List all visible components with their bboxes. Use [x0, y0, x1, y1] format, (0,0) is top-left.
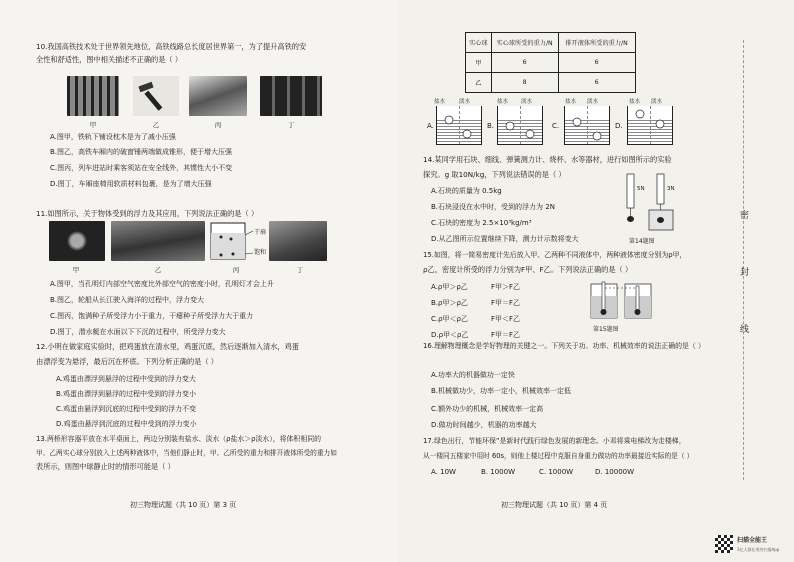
left-page-footer: 初三物理试题（共 10 页）第 3 页 — [130, 501, 237, 509]
q11-caption-b: 乙 — [154, 266, 162, 274]
beaker-b-brine-label: 盐水 — [497, 99, 509, 105]
sky-lantern-image — [49, 221, 105, 261]
rail-track-image — [67, 76, 119, 116]
q11-option-d: D.图丁，潜水艇在水面以下下沉的过程中，所受浮力变大 — [50, 328, 226, 336]
q11-label-dry: 干扇 — [254, 229, 267, 236]
q14-reading-a: 5N — [637, 186, 645, 192]
q17-option-d: D. 10000W — [595, 468, 635, 476]
right-page-footer: 初三物理试题（共 10 页）第 4 页 — [501, 501, 608, 509]
qr-code-icon — [715, 535, 733, 553]
q17-stem-line1: 17.绿色出行，节能环保”是新时代践行绿色发展的新理念。小邓将乘电梯改为走楼梯， — [423, 437, 686, 445]
beaker-option-a — [436, 106, 482, 145]
q15-option-a-force: F甲＞F乙 — [491, 283, 521, 291]
beaker-d-brine-label: 盐水 — [629, 99, 641, 105]
q17-option-a: A. 10W — [431, 468, 456, 476]
q16-option-b: B.机械做功少，功率一定小，机械效率一定低 — [431, 387, 572, 395]
q15-option-b-force: F甲＝F乙 — [491, 299, 521, 307]
q15-option-d-rho: D.ρ甲＜ρ乙 — [431, 331, 469, 339]
q12-option-a: A.鸡蛋由漂浮到悬浮的过程中受到的浮力变大 — [56, 375, 196, 383]
q11-option-a: A.图甲，当孔明灯内部空气密度比外部空气的密度小时，孔明灯才会上升 — [50, 280, 274, 288]
q10-option-c: C.图丙，列车进站时乘客须站在安全线外，其惯性大小不变 — [50, 164, 233, 172]
q13-stem-line3: 表所示，则图中球静止时的情形可能是（ ） — [36, 462, 175, 471]
q10-stem-line2: 全性和舒适性，图中相关描述不正确的是（ ） — [36, 55, 183, 64]
binding-mark-3: 线 — [740, 325, 750, 335]
scanner-subtitle: 3亿人都在用的扫描App — [737, 547, 780, 552]
q11-option-c: C.图丙，饱满种子所受浮力小于重力，干瘪种子所受浮力大于重力 — [50, 312, 254, 320]
q13-stem-line1: 13.两桥形容器平放在水平桌面上，两边分别装有盐水、淡水（ρ盐水＞ρ淡水），将体积相同的 — [36, 435, 321, 443]
beaker-a-fresh-label: 淡水 — [459, 99, 471, 105]
table-row — [466, 53, 636, 73]
q15-stem-line1: 15.如图，将一简易密度计先后放入甲、乙两种不同液体中，两种液体密度分别为ρ甲， — [423, 251, 687, 259]
q10-option-d: D.图丁，车厢座椅用软质材料包裹，是为了增大压强 — [50, 180, 212, 188]
q16-stem: 16.理解物理概念是学好物理的关键之一。下列关于功、功率、机械效率的说法正确的是（ ） — [423, 342, 705, 350]
safety-hammer-image — [133, 76, 179, 116]
beaker-option-b — [497, 106, 543, 145]
q14-spring-scale-figure — [621, 172, 691, 240]
q10-option-a: A.图甲，铁轨下铺设枕木是为了减小压强 — [50, 133, 176, 141]
q14-option-d: D.从乙图所示位置继续下降，测力计示数将变大 — [431, 235, 579, 243]
q14-option-a: A.石块的质量为 0.5kg — [431, 187, 502, 195]
scanner-name: 扫描全能王 — [737, 537, 768, 544]
table-cell: 乙 — [466, 73, 492, 93]
q10-caption-b: 乙 — [152, 121, 160, 129]
q15-figure-caption: 第15题图 — [593, 326, 619, 333]
q15-option-a-rho: A.ρ甲＞ρ乙 — [431, 283, 468, 291]
q11-stem: 11.如图所示，关于物体受到的浮力及其应用，下列说法正确的是（ ） — [36, 209, 259, 218]
q15-option-d-force: F甲＝F乙 — [491, 331, 521, 339]
q12-option-b: B.鸡蛋由漂浮到悬浮的过程中受到的浮力变小 — [56, 390, 197, 398]
q14-reading-b: 3N — [667, 186, 675, 192]
q14-figure-caption: 第14题图 — [629, 238, 655, 245]
q13-data-table — [465, 32, 636, 93]
q11-label-full: 饱和 — [254, 249, 267, 256]
q14-option-c: C.石块的密度为 2.5×10³kg/m³ — [431, 219, 532, 227]
beaker-b-fresh-label: 淡水 — [521, 99, 533, 105]
q12-stem-line2: 由漂浮变为悬浮，最后沉在杯底。下列分析正确的是（ ） — [36, 357, 218, 366]
table-row — [466, 73, 636, 93]
q16-option-a: A.功率大的机器做功一定快 — [431, 371, 515, 379]
table-cell: 8 — [491, 73, 558, 93]
table-header-row — [466, 33, 636, 53]
q12-option-c: C.鸡蛋由悬浮到沉底的过程中受到的浮力不变 — [56, 405, 197, 413]
table-header: 实心球 — [466, 33, 492, 53]
binding-mark-1: 密 — [740, 211, 750, 221]
q15-hydrometer-figure — [587, 280, 657, 324]
q15-option-c-force: F甲＜F乙 — [491, 315, 521, 323]
q15-stem-line2: ρ乙，密度计所受的浮力分别为F甲、F乙。下列说法正确的是（ ） — [423, 265, 633, 274]
q11-option-b: B.图乙，轮船从长江驶入海洋的过程中，浮力变大 — [50, 296, 205, 304]
q10-stem-line1: 10.我国高铁技术处于世界领先地位，高铁线路总长度居世界第一，为了提升高铁的安 — [36, 42, 307, 51]
beaker-d-fresh-label: 淡水 — [651, 99, 663, 105]
ship-image — [111, 221, 205, 261]
table-cell: 6 — [558, 73, 635, 93]
q17-stem-line2: 从一楼同五楼家中用时 60s，则他上楼过程中克服自身重力做功的功率最接近实际的是（ ） — [423, 452, 694, 460]
beaker-c-fresh-label: 淡水 — [587, 99, 599, 105]
train-seats-image — [260, 76, 322, 116]
table-header: 实心球所受的重力/N — [491, 33, 558, 53]
binding-line — [743, 40, 745, 480]
q14-stem-line2: 探究。g 取10N/kg，下列说法错误的是（ ） — [423, 170, 566, 179]
q10-caption-a: 甲 — [89, 121, 97, 129]
q17-option-c: C. 1000W — [539, 468, 574, 476]
beaker-option-a-label: A. — [427, 122, 434, 130]
q12-option-d: D.鸡蛋由悬浮到沉底的过程中受到的浮力变小 — [56, 420, 197, 428]
beaker-a-brine-label: 盐水 — [434, 99, 446, 105]
q16-option-c: C.额外功少的机械，机械效率一定高 — [431, 405, 544, 413]
q16-option-d: D.做功时间越少，机器的功率越大 — [431, 421, 537, 429]
q11-caption-d: 丁 — [296, 266, 304, 274]
table-cell: 6 — [491, 53, 558, 73]
right-page — [397, 0, 794, 562]
table-header: 排开液体所受的重力/N — [558, 33, 635, 53]
q17-option-b: B. 1000W — [481, 468, 515, 476]
q10-option-b: B.图乙，高铁车厢内的破窗锤两端做成锥形，便于增大压强 — [50, 148, 233, 156]
beaker-option-c — [564, 106, 610, 145]
table-cell: 甲 — [466, 53, 492, 73]
q14-option-b: B.石块浸没在水中时，受到的浮力为 2N — [431, 203, 555, 211]
beaker-c-brine-label: 盐水 — [565, 99, 577, 105]
q15-option-b-rho: B.ρ甲＞ρ乙 — [431, 299, 468, 307]
submarine-image — [269, 221, 327, 261]
beaker-option-c-label: C. — [552, 122, 560, 130]
q13-stem-line2: 甲、乙两实心球分别放入上述两种液体中，当他们静止时，甲、乙所受的重力和排开液体所受的重力如 — [36, 449, 337, 457]
q15-option-c-rho: C.ρ甲＜ρ乙 — [431, 315, 468, 323]
q10-caption-d: 丁 — [287, 121, 295, 129]
q11-caption-c: 丙 — [232, 266, 240, 274]
beaker-option-d — [627, 106, 673, 145]
train-image — [189, 76, 247, 116]
beaker-option-b-label: B. — [487, 122, 495, 130]
q14-stem-line1: 14.某同学用石块、细线、弹簧测力计、烧杯、水等器材，进行如图所示的实验 — [423, 155, 672, 164]
q12-stem-line1: 12.小明在做家庭实验时，把鸡蛋放在清水里，鸡蛋沉底，然后逐渐加入清水，鸡蛋 — [36, 342, 299, 351]
binding-mark-2: 封 — [740, 268, 750, 278]
q10-caption-c: 丙 — [214, 121, 222, 129]
table-cell: 6 — [558, 53, 635, 73]
beaker-option-d-label: D. — [615, 122, 623, 130]
q11-caption-a: 甲 — [72, 266, 80, 274]
